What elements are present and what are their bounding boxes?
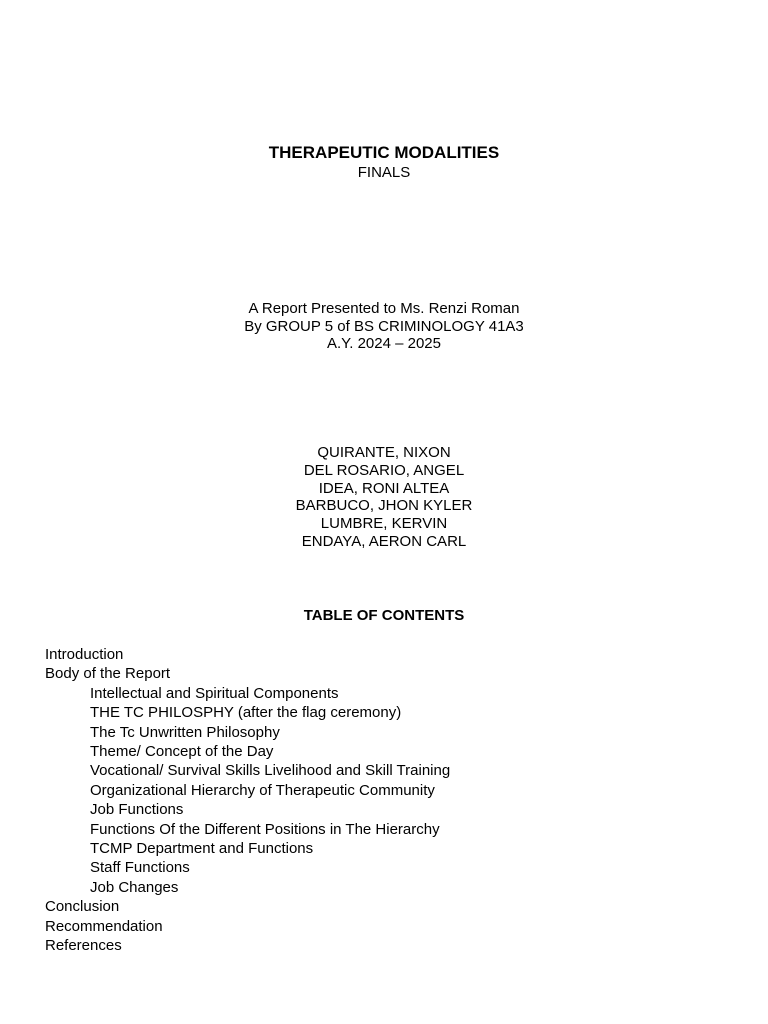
member-name: LUMBRE, KERVIN bbox=[320, 515, 448, 533]
toc-subitem: Functions Of the Different Positions in The Hierarchy bbox=[90, 820, 440, 838]
toc-subitem: THE TC PHILOSPHY (after the flag ceremony) bbox=[90, 704, 402, 722]
toc-subitem: Job Functions bbox=[90, 801, 184, 819]
document-subtitle: FINALS bbox=[357, 164, 411, 181]
report-info bbox=[0, 300, 768, 353]
member-list bbox=[0, 444, 768, 551]
toc-subitem: TCMP Department and Functions bbox=[90, 840, 314, 858]
table-of-contents bbox=[45, 645, 450, 956]
toc-item-references: References bbox=[45, 937, 122, 955]
toc-item-recommendation: Recommendation bbox=[45, 917, 163, 935]
member-name: IDEA, RONI ALTEA bbox=[318, 479, 450, 497]
toc-subitem: The Tc Unwritten Philosophy bbox=[90, 723, 280, 741]
member-name: QUIRANTE, NIXON bbox=[317, 444, 451, 461]
toc-subitem: Job Changes bbox=[90, 878, 179, 896]
toc-item-body-of-report: Body of the Report bbox=[45, 665, 171, 683]
report-group: By GROUP 5 of BS CRIMINOLOGY 41A3 bbox=[244, 317, 524, 335]
member-name: DEL ROSARIO, ANGEL bbox=[303, 461, 465, 479]
toc-subitem: Intellectual and Spiritual Components bbox=[90, 684, 339, 702]
report-academic-year: A.Y. 2024 – 2025 bbox=[327, 335, 441, 353]
toc-item-conclusion: Conclusion bbox=[45, 898, 120, 916]
toc-heading: TABLE OF CONTENTS bbox=[303, 607, 465, 624]
toc-item-introduction: Introduction bbox=[45, 646, 124, 663]
toc-subitem: Organizational Hierarchy of Therapeutic Community bbox=[90, 781, 435, 799]
document-title: THERAPEUTIC MODALITIES bbox=[268, 143, 500, 162]
toc-subitem: Theme/ Concept of the Day bbox=[90, 743, 274, 761]
report-presented-to: A Report Presented to Ms. Renzi Roman bbox=[248, 300, 520, 317]
toc-subitem: Vocational/ Survival Skills Livelihood and Skill Training bbox=[90, 762, 451, 780]
member-name: BARBUCO, JHON KYLER bbox=[295, 497, 473, 515]
member-name: ENDAYA, AERON CARL bbox=[301, 532, 467, 550]
toc-subitem: Staff Functions bbox=[90, 859, 190, 877]
